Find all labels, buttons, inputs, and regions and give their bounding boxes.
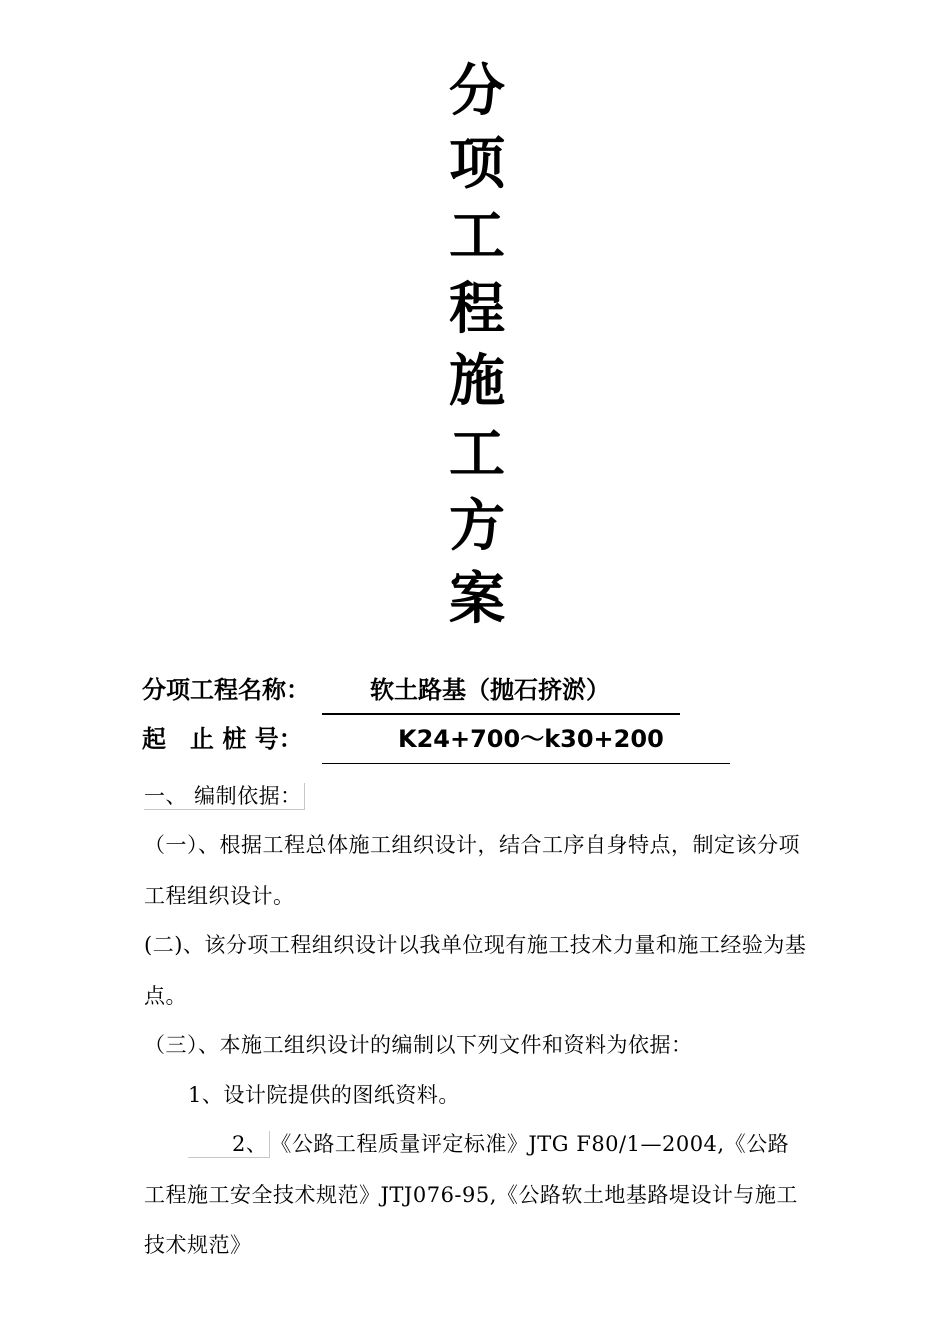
title-char: 施	[449, 348, 505, 414]
project-name-label: 分项工程名称：	[142, 676, 310, 704]
title-char: 项	[449, 130, 505, 197]
title-char: 方	[449, 493, 505, 559]
paragraph-1: （一）、根据工程总体施工组织设计，结合工序自身特点，制定该分项工程组织设计。	[144, 833, 800, 908]
list-item-1: 1、设计院提供的图纸资料。	[188, 1083, 460, 1107]
project-name-value: 软土路基（抛石挤淤）	[370, 676, 610, 704]
list-item-2	[144, 1119, 810, 1271]
document-title	[436, 55, 518, 635]
title-char: 工	[449, 420, 505, 487]
title-char: 分	[449, 58, 505, 124]
paragraph-3: （三）、本施工组织设计的编制以下列文件和资料为依据：	[144, 1033, 693, 1057]
list-item-2-number: 2、	[188, 1131, 270, 1158]
stake-number-label: 起 止 桩 号：	[142, 725, 303, 753]
paragraph-2: (二)、该分项工程组织设计以我单位现有施工技术力量和施工经验为基点。	[144, 933, 807, 1008]
stake-number-value: K24+700～k30+200	[398, 725, 664, 753]
stake-number-underline	[322, 763, 730, 764]
title-char: 工	[449, 203, 505, 269]
title-char: 案	[449, 565, 505, 632]
list-item-2-text: 《公路工程质量评定标准》JTG F80/1—2004,《公路工程施工安全技术规范》JTJ076-95,《公路软土地基路堤设计与施工技术规范》	[144, 1132, 798, 1257]
section-heading-text: 一、 编制依据：	[144, 783, 305, 810]
title-char: 程	[449, 275, 505, 342]
project-name-underline	[322, 713, 680, 715]
section-heading	[144, 771, 810, 822]
